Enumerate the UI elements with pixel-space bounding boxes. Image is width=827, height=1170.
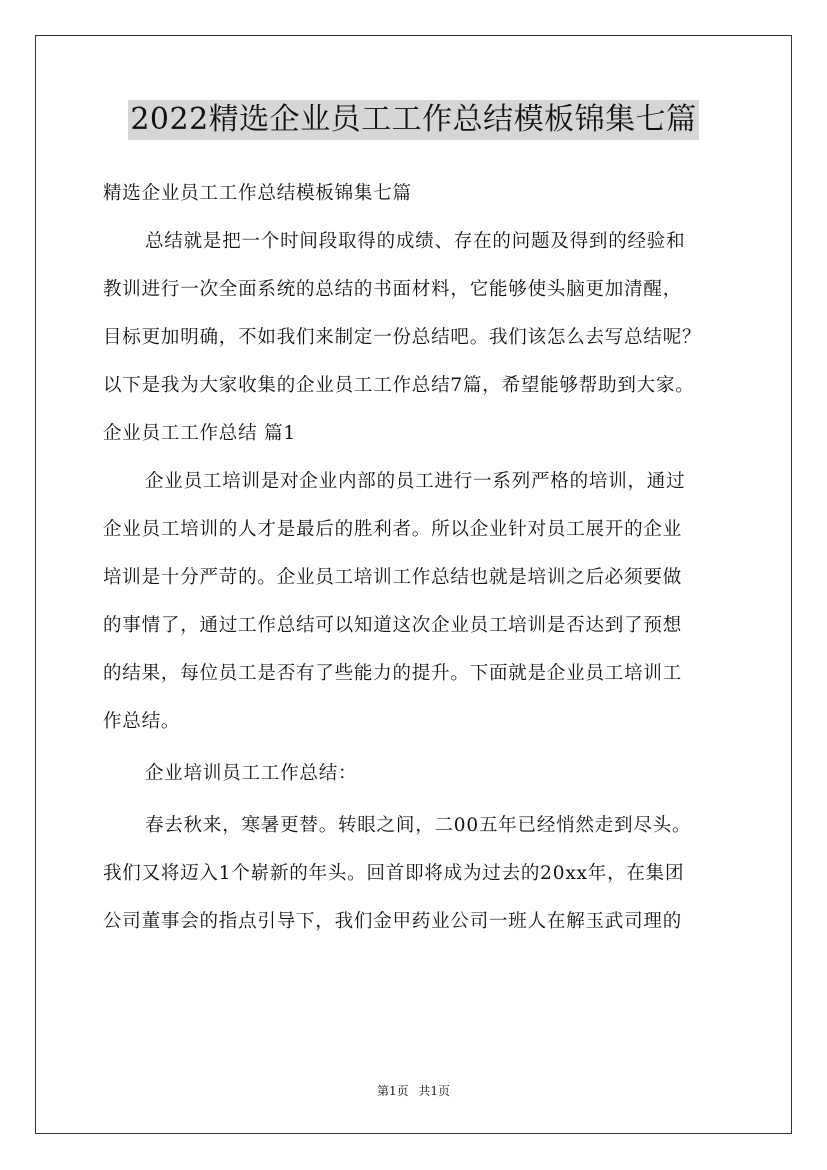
paragraph-line: 以下是我为大家收集的企业员工工作总结7篇，希望能够帮助到大家。: [103, 375, 695, 396]
document-body: [103, 174, 733, 942]
page-total: 共1页: [418, 1084, 451, 1098]
paragraph-line: 的事情了，通过工作总结可以知道这次企业员工培训是否达到了预想: [103, 615, 683, 636]
paragraph-line: 我们又将迈入1个崭新的年头。回首即将成为过去的20xx年，在集团: [103, 863, 685, 884]
paragraph-line: 企业员工培训的人才是最后的胜利者。所以企业针对员工展开的企业: [103, 519, 683, 540]
subtitle-line: 精选企业员工工作总结模板锦集七篇: [103, 183, 412, 204]
paragraph-line: 的结果，每位员工是否有了些能力的提升。下面就是企业员工培训工: [103, 663, 683, 684]
paragraph-line: 总结就是把一个时间段取得的成绩、存在的问题及得到的经验和: [145, 231, 686, 252]
title-container: [0, 100, 827, 140]
paragraph-line: 作总结。: [103, 711, 181, 732]
document-title: 2022精选企业员工工作总结模板锦集七篇: [128, 100, 698, 140]
paragraph-line: 培训是十分严苛的。企业员工培训工作总结也就是培训之后必须要做: [103, 567, 683, 588]
paragraph-line: 企业员工培训是对企业内部的员工进行一系列严格的培训，通过: [145, 471, 686, 492]
page-number: 第1页: [376, 1084, 409, 1098]
page-footer: [0, 1083, 827, 1099]
paragraph-line: 春去秋来，寒暑更替。转眼之间，二00五年已经悄然走到尽头。: [145, 815, 692, 836]
section-heading: 企业员工工作总结 篇1: [103, 423, 296, 444]
paragraph-line: 公司董事会的指点引导下，我们金甲药业公司一班人在解玉武司理的: [103, 911, 683, 932]
paragraph-line: 教训进行一次全面系统的总结的书面材料，它能够使头脑更加清醒，: [103, 279, 683, 300]
subheading-line: 企业培训员工工作总结：: [145, 763, 358, 784]
paragraph-line: 目标更加明确，不如我们来制定一份总结吧。我们该怎么去写总结呢？: [103, 327, 702, 348]
